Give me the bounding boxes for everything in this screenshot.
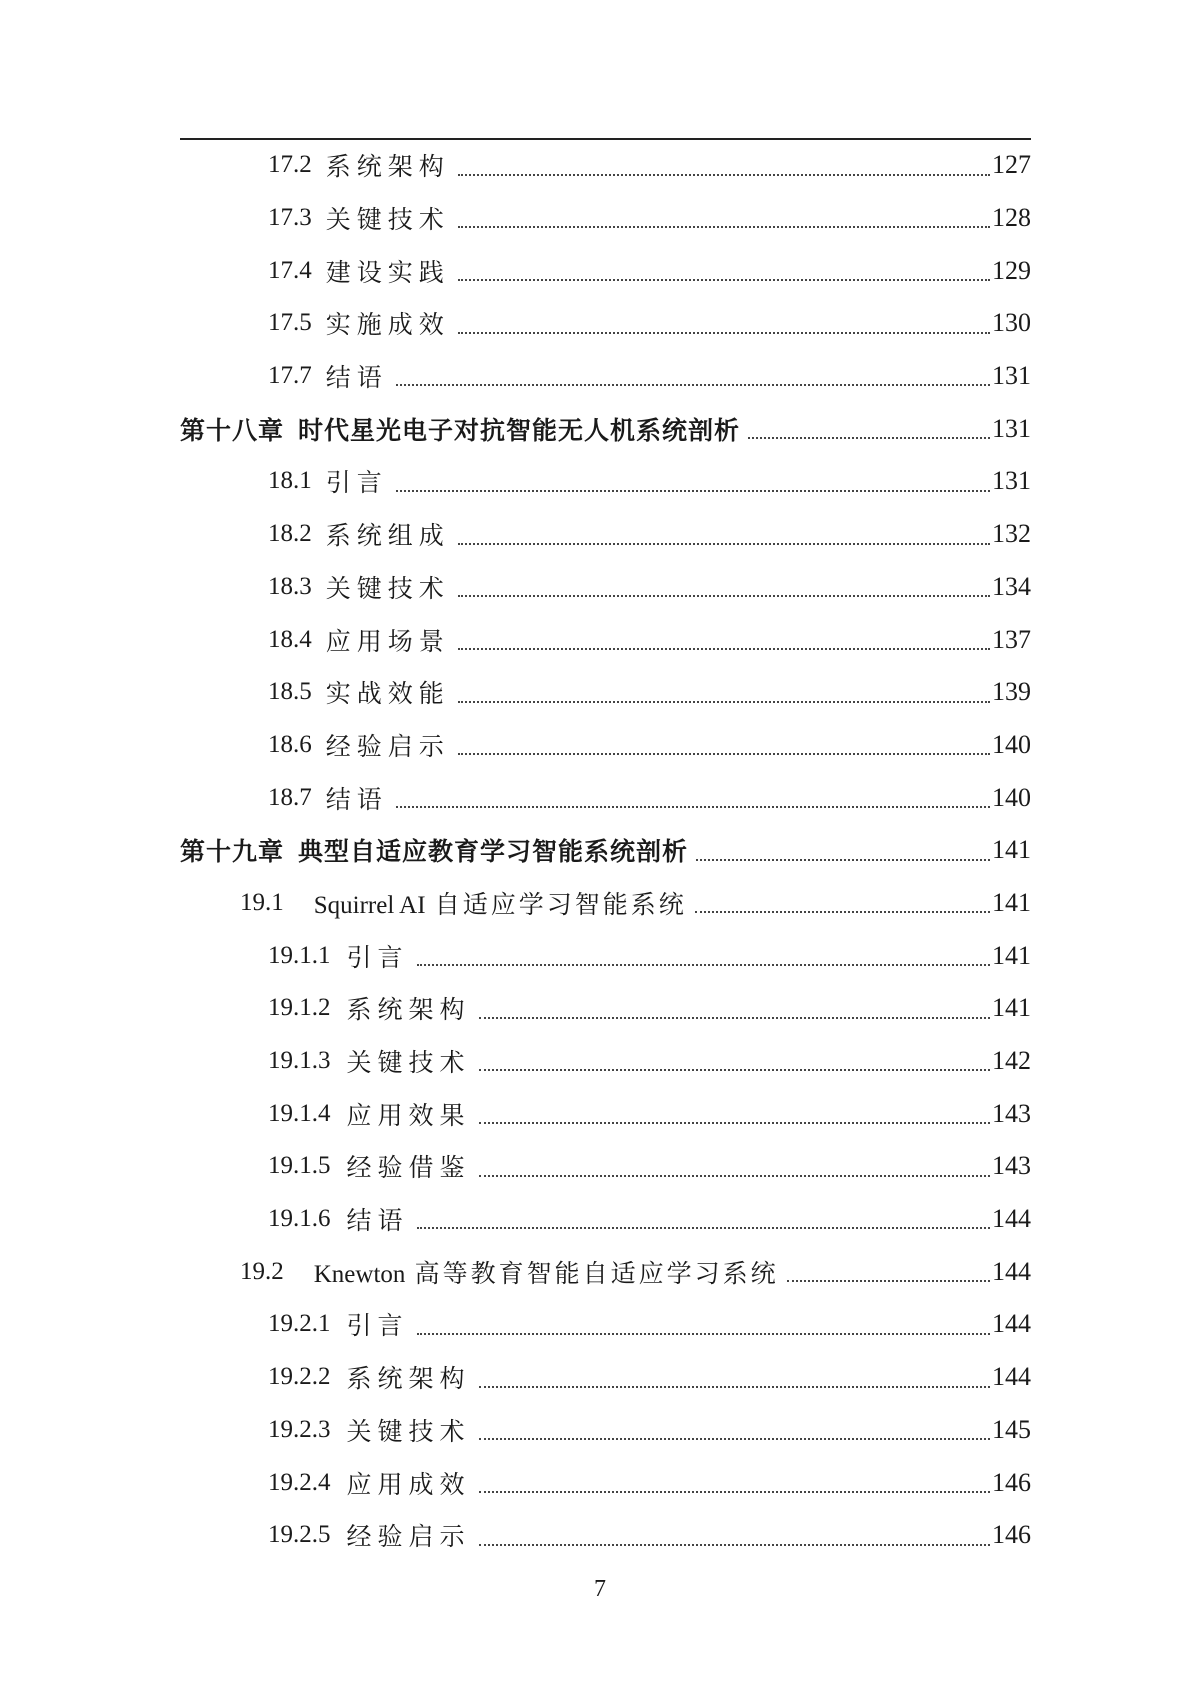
- toc-entry-title-text: 引言: [346, 944, 409, 972]
- dot-leader: [695, 911, 990, 913]
- dot-leader: [417, 1227, 990, 1229]
- toc-entry-title: [326, 674, 450, 710]
- toc-entry-number: 18.6: [268, 730, 312, 758]
- toc-entry-number: 第十八章: [180, 415, 285, 445]
- toc-entry-page: 144: [992, 1309, 1031, 1339]
- toc-entry-title: [326, 622, 450, 658]
- toc-entry-title-text: 结语: [325, 365, 388, 393]
- toc-entry-title-text: 结语: [325, 786, 388, 814]
- toc-entry-page: 145: [992, 1414, 1031, 1444]
- toc-entry-title-text: 经验启示: [325, 733, 450, 761]
- toc-entry-number: 19.1.3: [268, 1047, 331, 1075]
- toc-entry-title: [347, 1096, 471, 1132]
- toc-entry-number: 19.2.1: [268, 1310, 331, 1338]
- toc-entry-number: 19.1.4: [268, 1099, 331, 1127]
- dot-leader: [479, 1438, 990, 1440]
- toc-entry-title-text: 关键技术: [325, 207, 450, 235]
- toc-section-entry[interactable]: [0, 613, 1200, 666]
- toc-entry-number: 17.4: [268, 256, 312, 284]
- toc-entry-page: 144: [992, 1256, 1031, 1286]
- toc-section-entry[interactable]: [0, 1404, 1200, 1457]
- toc-entry-page: 141: [992, 993, 1031, 1023]
- toc-entry-number: 19.2.5: [268, 1521, 331, 1549]
- toc-entry-number: 18.7: [268, 783, 312, 811]
- toc-entry-page: 131: [992, 413, 1031, 443]
- toc-entry-title-latin: Squirrel AI: [313, 891, 426, 919]
- toc-entry-title: [326, 780, 388, 816]
- toc-entry-title: [347, 1148, 471, 1184]
- toc-entry-title-text: 系统架构: [346, 1366, 471, 1394]
- toc-entry-page: 141: [992, 835, 1031, 865]
- toc-entry-page: 142: [992, 1046, 1031, 1076]
- toc-entry-page: 143: [992, 1151, 1031, 1181]
- toc-entry-title: [347, 1359, 471, 1395]
- toc-entry-number: 18.4: [268, 625, 312, 653]
- toc-chapter-entry[interactable]: [0, 402, 1200, 455]
- toc-entry-page: 137: [992, 624, 1031, 654]
- toc-entry-title: [326, 305, 450, 341]
- toc-entry-title-text: 实战效能: [325, 681, 450, 709]
- toc-entry-title-text: 系统架构: [346, 997, 471, 1025]
- dot-leader: [458, 595, 990, 597]
- toc-entry-title-text: 结语: [346, 1208, 409, 1236]
- toc-section-entry[interactable]: [0, 1245, 1200, 1298]
- toc-entry-title: [326, 516, 450, 552]
- page-number: 7: [594, 1576, 606, 1602]
- toc-entry-title: [314, 885, 687, 921]
- toc-entry-title: [326, 727, 450, 763]
- toc-entry-page: 130: [992, 308, 1031, 338]
- dot-leader: [458, 226, 990, 228]
- toc-entry-page: 143: [992, 1098, 1031, 1128]
- dot-leader: [748, 437, 990, 439]
- toc-entry-page: 134: [992, 571, 1031, 601]
- toc-entry-number: 19.1.5: [268, 1152, 331, 1180]
- toc-entry-page: 139: [992, 677, 1031, 707]
- toc-entry-number: 19.1.1: [268, 941, 331, 969]
- toc-entry-page: 128: [992, 203, 1031, 233]
- toc-section-entry[interactable]: [0, 1140, 1200, 1193]
- dot-leader: [479, 1122, 990, 1124]
- toc-entry-title: [347, 1465, 471, 1501]
- dot-leader: [396, 384, 990, 386]
- toc-entry-number: 19.2.4: [268, 1468, 331, 1496]
- dot-leader: [479, 1544, 990, 1546]
- toc-entry-number: 19.1.6: [268, 1205, 331, 1233]
- toc-entry-number: 19.2.3: [268, 1415, 331, 1443]
- toc-section-entry[interactable]: [0, 350, 1200, 403]
- toc-entry-title: [347, 1412, 471, 1448]
- dot-leader: [458, 279, 990, 281]
- toc-entry-number: 19.2.2: [268, 1363, 331, 1391]
- toc-entry-title-text: 关键技术: [346, 1050, 471, 1078]
- toc-entry-title: [326, 200, 450, 236]
- toc-entry-title: [347, 990, 471, 1026]
- toc-section-entry[interactable]: [0, 877, 1200, 930]
- toc-entry-number: 19.1.2: [268, 994, 331, 1022]
- dot-leader: [458, 701, 990, 703]
- toc-section-entry[interactable]: [0, 666, 1200, 719]
- toc-entry-title: [347, 938, 409, 974]
- toc-section-entry[interactable]: [0, 1035, 1200, 1088]
- toc-section-entry[interactable]: [0, 297, 1200, 350]
- toc-section-entry[interactable]: [0, 771, 1200, 824]
- toc-entry-title: [347, 1201, 409, 1237]
- toc-entry-page: 131: [992, 466, 1031, 496]
- toc-entry-title-text: 系统组成: [325, 523, 450, 551]
- toc-section-entry[interactable]: [0, 192, 1200, 245]
- toc-entry-number: 18.2: [268, 520, 312, 548]
- toc-section-entry[interactable]: [0, 1456, 1200, 1509]
- toc-entry-title: [347, 1306, 409, 1342]
- toc-entry-title-text: 关键技术: [325, 575, 450, 603]
- toc-entry-title: [326, 147, 450, 183]
- toc-entry-number: 17.3: [268, 204, 312, 232]
- toc-entry-title-text: 引言: [325, 470, 388, 498]
- dot-leader: [417, 1333, 990, 1335]
- toc-entry-title-text: 自适应学习智能系统: [434, 891, 687, 919]
- dot-leader: [458, 543, 990, 545]
- dot-leader: [479, 1175, 990, 1177]
- toc-entry-title: [326, 463, 388, 499]
- toc-entry-title-text: 实施成效: [325, 312, 450, 340]
- toc-entry-title: [298, 832, 688, 868]
- toc-entry-page: 141: [992, 887, 1031, 917]
- toc-entry-page: 132: [992, 519, 1031, 549]
- toc-entry-number: 18.1: [268, 467, 312, 495]
- toc-entry-number: 18.5: [268, 678, 312, 706]
- table-of-contents: [0, 139, 1200, 1562]
- toc-entry-title-text: 经验借鉴: [346, 1155, 471, 1183]
- toc-entry-title-text: 应用效果: [346, 1102, 471, 1130]
- toc-entry-number: 19.1: [240, 888, 284, 916]
- dot-leader: [479, 1386, 990, 1388]
- dot-leader: [479, 1017, 990, 1019]
- toc-entry-title-text: 系统架构: [325, 154, 450, 182]
- toc-entry-page: 131: [992, 361, 1031, 391]
- toc-section-entry[interactable]: [0, 508, 1200, 561]
- toc-entry-title: [326, 569, 450, 605]
- toc-entry-title-text: 高等教育智能自适应学习系统: [414, 1260, 779, 1288]
- dot-leader: [479, 1069, 990, 1071]
- toc-entry-page: 141: [992, 940, 1031, 970]
- toc-section-entry[interactable]: [0, 244, 1200, 297]
- toc-entry-title-text: 引言: [346, 1313, 409, 1341]
- dot-leader: [396, 490, 990, 492]
- toc-entry-number: 第十九章: [180, 837, 285, 867]
- toc-entry-number: 19.2: [240, 1257, 284, 1285]
- toc-entry-number: 17.2: [268, 151, 312, 179]
- toc-section-entry[interactable]: [0, 1298, 1200, 1351]
- toc-entry-title: [314, 1254, 779, 1290]
- toc-section-entry[interactable]: [0, 455, 1200, 508]
- toc-entry-title: [326, 253, 450, 289]
- toc-section-entry[interactable]: [0, 561, 1200, 614]
- dot-leader: [696, 859, 990, 861]
- dot-leader: [479, 1491, 990, 1493]
- toc-entry-page: 144: [992, 1204, 1031, 1234]
- toc-entry-page: 127: [992, 150, 1031, 180]
- toc-entry-title-text: 时代星光电子对抗智能无人机系统剖析: [298, 415, 741, 445]
- toc-section-entry[interactable]: [0, 982, 1200, 1035]
- toc-entry-title-text: 应用成效: [346, 1471, 471, 1499]
- toc-section-entry[interactable]: [0, 1351, 1200, 1404]
- toc-entry-page: 146: [992, 1467, 1031, 1497]
- toc-entry-page: 129: [992, 255, 1031, 285]
- toc-section-entry[interactable]: [0, 719, 1200, 772]
- dot-leader: [458, 648, 990, 650]
- toc-chapter-entry[interactable]: [0, 824, 1200, 877]
- toc-entry-title-text: 经验启示: [346, 1524, 471, 1552]
- toc-section-entry[interactable]: [0, 1509, 1200, 1562]
- toc-entry-title: [298, 411, 740, 447]
- toc-section-entry[interactable]: [0, 1193, 1200, 1246]
- toc-section-entry[interactable]: [0, 929, 1200, 982]
- toc-entry-title: [347, 1043, 471, 1079]
- toc-section-entry[interactable]: [0, 139, 1200, 192]
- toc-entry-number: 18.3: [268, 572, 312, 600]
- toc-entry-page: 144: [992, 1362, 1031, 1392]
- toc-section-entry[interactable]: [0, 1087, 1200, 1140]
- toc-entry-page: 140: [992, 729, 1031, 759]
- dot-leader: [417, 964, 990, 966]
- toc-entry-title: [326, 358, 388, 394]
- toc-entry-page: 140: [992, 782, 1031, 812]
- dot-leader: [458, 174, 990, 176]
- toc-entry-number: 17.5: [268, 309, 312, 337]
- toc-entry-title-text: 典型自适应教育学习智能系统剖析: [298, 837, 689, 867]
- dot-leader: [458, 332, 990, 334]
- toc-entry-title: [347, 1517, 471, 1553]
- toc-entry-page: 146: [992, 1520, 1031, 1550]
- toc-entry-title-text: 应用场景: [325, 628, 450, 656]
- dot-leader: [458, 753, 990, 755]
- toc-entry-title-text: 关键技术: [346, 1418, 471, 1446]
- toc-entry-title-text: 建设实践: [325, 259, 450, 287]
- toc-entry-number: 17.7: [268, 362, 312, 390]
- toc-entry-title-latin: Knewton: [313, 1260, 406, 1288]
- dot-leader: [396, 806, 990, 808]
- dot-leader: [787, 1280, 990, 1282]
